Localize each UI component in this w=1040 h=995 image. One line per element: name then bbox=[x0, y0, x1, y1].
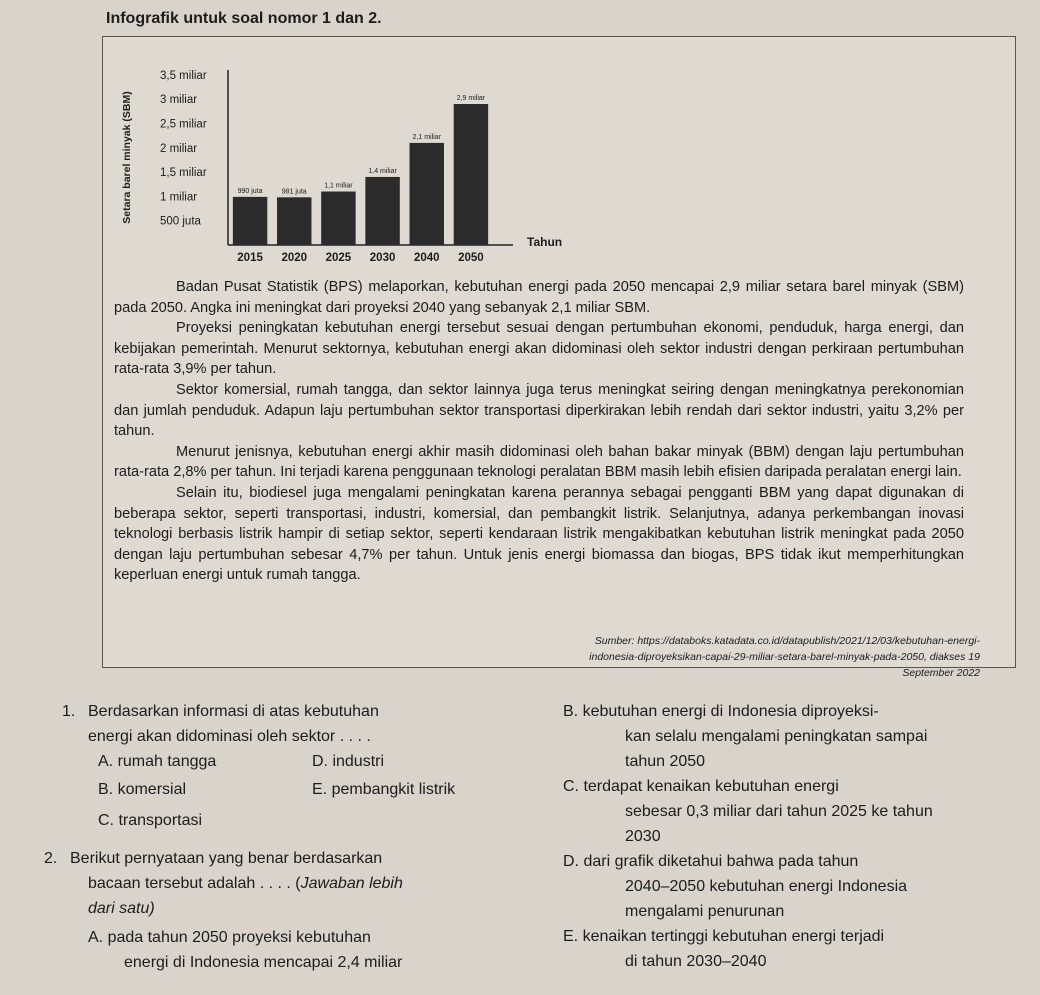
option-d-right-line3: mengalami penurunan bbox=[625, 903, 785, 920]
q1-option-e[interactable]: E. pembangkit listrik bbox=[312, 781, 456, 798]
option-e-right-line1[interactable]: E. kenaikan tertinggi kebutuhan energi terjadi bbox=[563, 928, 885, 945]
data-label-2050: 2,9 miliar bbox=[456, 95, 486, 103]
x-tick-label-2050: 2050 bbox=[458, 252, 484, 264]
bar-2025 bbox=[321, 192, 355, 245]
q1-option-b-right-line2: kan selalu mengalami peningkatan sampai bbox=[625, 728, 928, 745]
right-column-options bbox=[563, 699, 1033, 974]
q2-option-a-line2: energi di Indonesia mencapai 2,4 miliar bbox=[124, 954, 403, 971]
paragraph-3: Sektor komersial, rumah tangga, dan sektor lainnya juga terus meningkat seiring dengan meningkatnya perekonomian dan jumlah penduduk. Adapun laju pertumbuhan sektor transportasi diperkirakan lebih rendah dari sektor industri, yaitu 3,2% per tahun. bbox=[114, 381, 964, 440]
q1-option-b-right-line3: tahun 2050 bbox=[625, 753, 706, 770]
x-tick-label-2030: 2030 bbox=[369, 252, 396, 264]
bar-2020 bbox=[277, 197, 311, 245]
source-citation: Sumber: https://databoks.katadata.co.id/datapublish/2021/12/03/kebutuhan-energi-indonesia-diproyeksikan-capai-29-miliar-setara-barel-minyak-pada-2050, diakses 19 September 2022 bbox=[589, 635, 980, 679]
paragraph-1: Badan Pusat Statistik (BPS) melaporkan, kebutuhan energi pada 2050 mencapai 2,9 miliar setara barel minyak (SBM) pada 2050. Angka ini meningkat dari proyeksi 2040 yang sebanyak 2,1 miliar SBM. bbox=[114, 279, 964, 316]
x-tick-label-2040: 2040 bbox=[413, 252, 440, 264]
q1-number: 1. bbox=[62, 703, 76, 720]
q1-option-d[interactable]: D. industri bbox=[312, 753, 385, 770]
q2-stem-line3: dari satu) bbox=[88, 900, 155, 917]
y-tick-label: 1,5 miliar bbox=[160, 167, 207, 180]
q1-option-c[interactable]: C. transportasi bbox=[98, 812, 203, 829]
infographic-title: Infografik untuk soal nomor 1 dan 2. bbox=[106, 10, 382, 27]
paragraph-5: Selain itu, biodiesel juga mengalami peningkatan karena perannya sebagai pengganti BBM yang dapat digunakan di beberapa sektor, seperti transportasi, industri, komersial, dan pembangkit listrik. Selanjutnya, adanya perkembangan inovasi teknologi berbasis listrik hampir di setiap sektor, seperti kendaraan listrik mengakibatkan kebutuhan listrik meningkat pada 2050 dengan laju pertumbuhan sebesar 4,7% per tahun. Untuk jenis energi biomassa dan biogas, BPS tidak ikut memperhitungkan keperluan energi untuk rumah tangga. bbox=[114, 484, 964, 584]
bar-2050 bbox=[454, 104, 488, 245]
q2-option-a-line1[interactable]: A. pada tahun 2050 proyeksi kebutuhan bbox=[88, 929, 371, 946]
y-tick-label: 500 juta bbox=[160, 215, 201, 228]
data-label-2020: 981 juta bbox=[281, 188, 307, 196]
option-d-right-line1[interactable]: D. dari grafik diketahui bahwa pada tahun bbox=[563, 853, 859, 870]
paragraph-2: Proyeksi peningkatan kebutuhan energi tersebut sesuai dengan pertumbuhan ekonomi, penduduk, harga energi, dan kebijakan pemerintah. Menurut sektornya, kebutuhan energi akan didominasi oleh sektor industri dengan perkiraan pertumbuhan rata-rata 3,9% per tahun. bbox=[114, 320, 964, 378]
y-axis-label: Setara barel minyak (SBM) bbox=[121, 91, 133, 224]
data-label-2025: 1,1 miliar bbox=[324, 182, 353, 190]
q2-stem-italic: Jawaban lebih bbox=[300, 875, 403, 892]
data-label-2015: 990 juta bbox=[237, 187, 263, 195]
q1-option-a[interactable]: A. rumah tangga bbox=[98, 753, 217, 770]
option-c-right-line1[interactable]: C. terdapat kenaikan kebutuhan energi bbox=[563, 778, 839, 795]
paragraph-4: Menurut jenisnya, kebutuhan energi akhir masih didominasi oleh bahan bakar minyak (BBM) dengan laju pertumbuhan rata-rata 2,8% per tahun. Ini terjadi karena penggunaan teknologi peralatan BBM masih lebih efisien daripada peralatan energi lain. bbox=[114, 443, 964, 481]
option-d-right-line2: 2040–2050 kebutuhan energi Indonesia bbox=[625, 878, 908, 895]
x-axis-label: Tahun bbox=[527, 235, 563, 249]
q1-option-b[interactable]: B. komersial bbox=[98, 781, 187, 798]
x-tick-label-2020: 2020 bbox=[281, 252, 308, 264]
data-label-2030: 1,4 miliar bbox=[368, 167, 397, 175]
bar-2030 bbox=[365, 177, 399, 245]
y-tick-label: 2,5 miliar bbox=[160, 118, 207, 131]
option-e-right-line2: di tahun 2030–2040 bbox=[625, 953, 767, 970]
y-tick-label: 1 miliar bbox=[160, 191, 198, 204]
q2-stem-line1: Berikut pernyataan yang benar berdasarkan bbox=[70, 850, 383, 867]
article-text bbox=[114, 277, 964, 586]
energy-demand-chart bbox=[118, 52, 588, 272]
question-2 bbox=[44, 846, 524, 975]
question-1 bbox=[62, 699, 522, 833]
y-tick-label: 3,5 miliar bbox=[160, 69, 207, 82]
data-label-2040: 2,1 miliar bbox=[412, 133, 441, 141]
x-tick-label-2025: 2025 bbox=[325, 252, 352, 264]
y-tick-label: 2 miliar bbox=[160, 142, 198, 155]
option-c-right-line2: sebesar 0,3 miliar dari tahun 2025 ke tahun bbox=[625, 803, 933, 820]
q2-stem-line2: bacaan tersebut adalah . . . . ( bbox=[88, 875, 301, 892]
option-c-right-line3: 2030 bbox=[625, 828, 661, 845]
y-tick-label: 3 miliar bbox=[160, 94, 198, 107]
chart-svg bbox=[118, 52, 588, 272]
bar-2015 bbox=[233, 197, 267, 245]
q2-number: 2. bbox=[44, 850, 58, 867]
bar-2040 bbox=[410, 143, 444, 245]
q1-option-b-right-line1[interactable]: B. kebutuhan energi di Indonesia diproyeksi- bbox=[563, 703, 879, 720]
q1-stem-line2: energi akan didominasi oleh sektor . . . . bbox=[88, 728, 371, 745]
x-tick-label-2015: 2015 bbox=[237, 252, 263, 264]
q1-stem-line1: Berdasarkan informasi di atas kebutuhan bbox=[88, 703, 379, 720]
